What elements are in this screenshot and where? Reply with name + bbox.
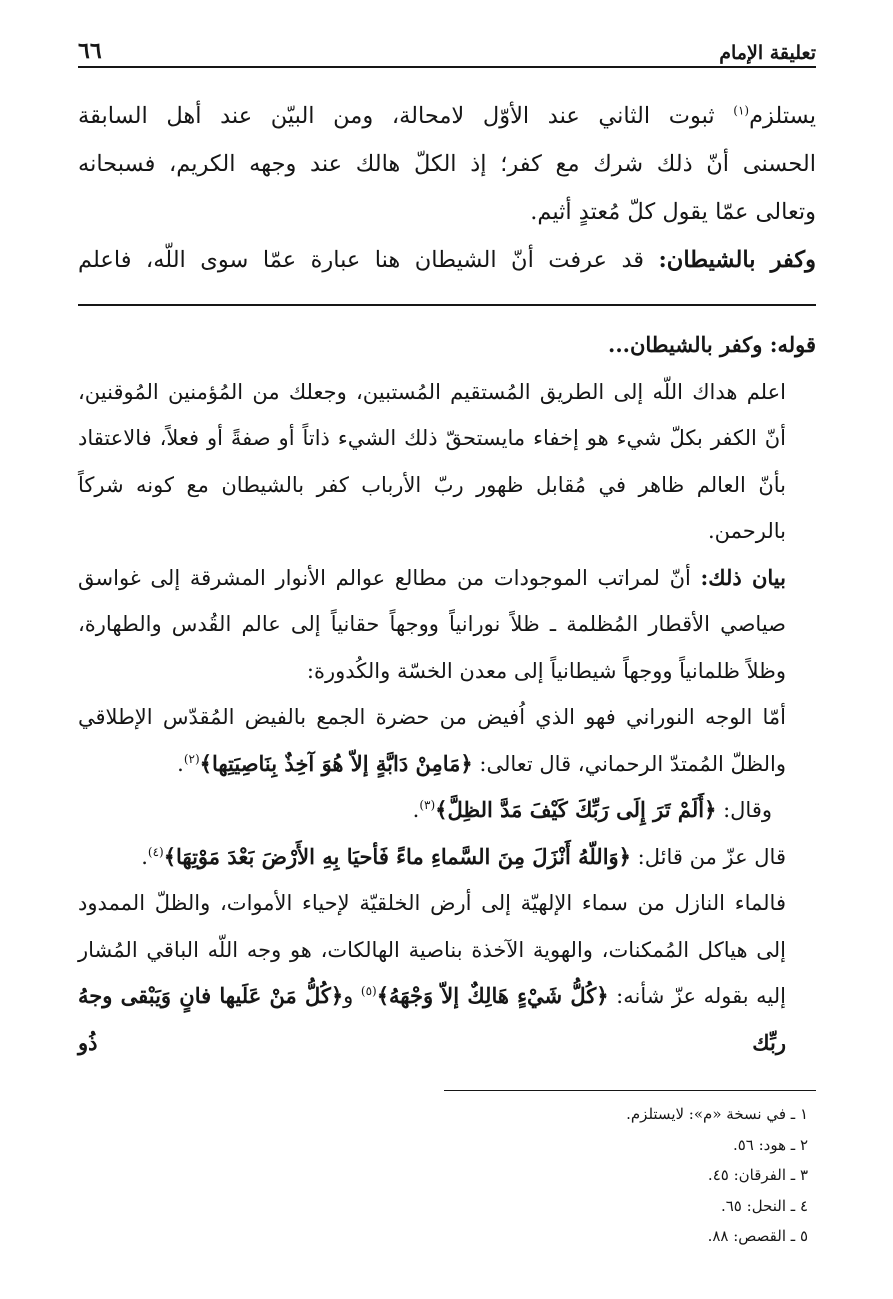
quran-verse: ﴿كُلُّ مَنْ عَلَيها فانٍ وَيَبْقى وجهُ ربِّك ذُو — [78, 983, 786, 1055]
footnote-divider — [444, 1090, 816, 1091]
paragraph — [78, 880, 816, 1066]
text-line — [78, 236, 816, 284]
footnote-ref: (٥) — [360, 984, 377, 998]
text-segment: . — [177, 751, 184, 776]
main-text-block — [78, 92, 816, 284]
footnote-ref: (٣) — [419, 798, 436, 812]
paragraph — [78, 787, 816, 834]
text-segment: وقال: — [716, 798, 772, 822]
text-segment: أنّ لمراتب الموجودات من مطالع عوالم الأنوار المشرقة إلى غواسق صياصي الأقطار المُظلمة ـ ظلاً نورانياً ووجهاً حقانياً إلى عالم القُدس والطهارة، وظلاً ظلمانياً ووجهاً شيطانياً إلى معدن الخسّة والكُدورة: — [78, 565, 786, 683]
text-segment: فالماء النازل من سماء الإلهيّة إلى أرض الخلقيّة لإحياء الأموات، والظلّ الممدود إلى هياكل المُمكنات، والهوية الآخذة بناصية الهالكات، هو وجه اللّه الباقي المُشار إليه بقوله عزّ شأنه: — [78, 891, 786, 1008]
paragraph-lead: بيان ذلك: — [700, 564, 786, 590]
text-line — [78, 92, 816, 140]
paragraph — [78, 834, 816, 881]
text-segment: ثبوت الثاني عند الأوّل لامحالة، ومن البيّن عند أهل السابقة — [78, 103, 734, 129]
page-number: ٦٦ — [78, 38, 102, 64]
footnote-ref: (٤) — [147, 844, 164, 859]
commentary-block — [78, 322, 816, 1066]
commentary-heading: قوله: وكفر بالشيطان... — [608, 332, 816, 357]
footnote: ٥ ـ القصص: ٨٨. — [707, 1227, 808, 1245]
text-line: الحسنى أنّ ذلك شرك مع كفر؛ إذ الكلّ هالك عند وجهه الكريم، فسبحانه — [78, 151, 816, 177]
lemma: وكفر بالشيطان: — [658, 247, 817, 273]
text-segment: أمّا الوجه النوراني فهو الذي اُفيض من حضرة الجمع بالفيض المُقدّس الإطلاقي والظلّ المُمتدّ الرحماني، قال تعالى: — [78, 705, 786, 776]
section-divider — [78, 304, 816, 306]
footnote: ٤ ـ النحل: ٦٥. — [720, 1196, 808, 1215]
footnote-ref: (١) — [733, 103, 750, 118]
quran-verse: ﴿أَلَمْ تَرَ إِلَى رَبِّكَ كَيْفَ مَدَّ الظِلَّ﴾ — [435, 797, 717, 822]
paragraph: اعلم هداك اللّه إلى الطريق المُستقيم المُستبين، وجعلك من المُؤمنين المُوقنين، أنّ الكفر بكلّ شيء هو إخفاء مايستحقّ ذلك الشيء ذاتاً أو صفةً أو فعلاً، فالاعتقاد بأنّ العالم ظاهر في مُقابل ظهور ربّ الأرباب كفر بالشيطان مع كونه شركاً بالرحمن. — [78, 379, 786, 543]
page-header — [78, 28, 816, 68]
text-segment: يستلزم — [749, 103, 816, 129]
text-segment: قال عزّ من قائل: — [630, 844, 786, 869]
quran-verse: ﴿مَامِنْ دَابَّةٍ إلاّ هُوَ آخِذٌ بِنَاصِيَتِها﴾ — [199, 750, 473, 776]
text-segment: و — [343, 984, 361, 1008]
footnote-ref: (٢) — [183, 751, 200, 766]
footnote: ٢ ـ هود: ٥٦. — [732, 1135, 808, 1154]
footnotes — [78, 1099, 816, 1252]
paragraph — [78, 694, 816, 787]
text-segment: قد عرفت أنّ الشيطان هنا عبارة عمّا سوى اللّه، فاعلم — [78, 247, 659, 273]
text-segment: . — [141, 844, 148, 869]
text-segment: . — [412, 798, 420, 822]
footnote: ٣ ـ الفرقان: ٤٥. — [707, 1166, 808, 1184]
running-title: تعليقة الإمام — [719, 42, 816, 64]
quran-verse: ﴿وَاللّهُ أَنْزَلَ مِنَ السَّماءِ ماءً فَأحيَا بِهِ الأَرْضَ بَعْدَ مَوْتِهَا﴾ — [163, 843, 631, 869]
paragraph — [78, 555, 816, 695]
book-page — [78, 28, 816, 1252]
footnote: ١ ـ في نسخة «م»: لايستلزم. — [626, 1105, 808, 1123]
text-line: وتعالى عمّا يقول كلّ مُعتدٍ أثيم. — [530, 199, 816, 225]
quran-verse: ﴿كُلُّ شَيْءٍ هَالِكٌ إلاّ وَجْهَهُ﴾ — [376, 983, 609, 1008]
